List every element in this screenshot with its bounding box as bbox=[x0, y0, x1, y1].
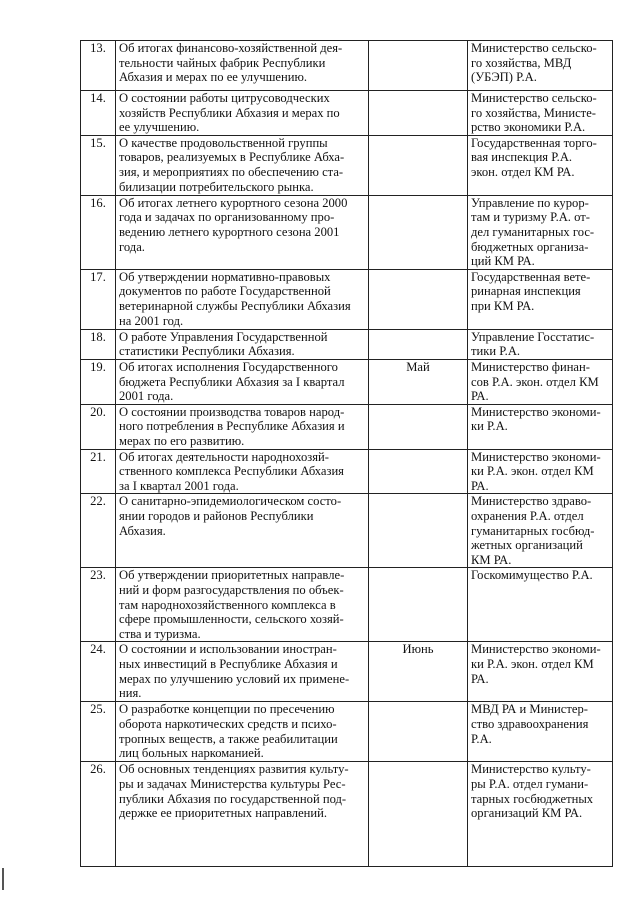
table-row bbox=[81, 762, 613, 867]
row-term bbox=[369, 702, 468, 762]
row-responsible: Министерство здраво- охранения Р.А. отдел гуманитарных госбюд- жетных организаций КМ РА. bbox=[468, 494, 613, 568]
row-term: Июнь bbox=[369, 642, 468, 702]
row-term: Май bbox=[369, 359, 468, 404]
row-subject: О качестве продовольственной группы товаров, реализуемых в Республике Абха- зия, и мероприятиях по обеспечению ста- билизации потребительского рынка. bbox=[116, 135, 369, 195]
row-term bbox=[369, 41, 468, 91]
table-row bbox=[81, 404, 613, 449]
row-term bbox=[369, 269, 468, 329]
row-number: 13. bbox=[81, 41, 116, 91]
table-row bbox=[81, 568, 613, 642]
row-number: 14. bbox=[81, 91, 116, 136]
row-responsible: Министерство экономи- ки Р.А. bbox=[468, 404, 613, 449]
row-subject: Об утверждении нормативно-правовых документов по работе Государственной ветеринарной службы Республики Абхазия на 2001 год. bbox=[116, 269, 369, 329]
row-subject: О разработке концепции по пресечению оборота наркотических средств и психо- тропных веществ, а также реабилитации лиц больных наркоманией. bbox=[116, 702, 369, 762]
row-number: 26. bbox=[81, 762, 116, 867]
row-responsible: Госкомимущество Р.А. bbox=[468, 568, 613, 642]
row-subject: О санитарно-эпидемиологическом состо- янии городов и районов Республики Абхазия. bbox=[116, 494, 369, 568]
row-subject: О состоянии работы цитрусоводческих хозяйств Республики Абхазия и мерах по ее улучшению. bbox=[116, 91, 369, 136]
table-row bbox=[81, 494, 613, 568]
row-term bbox=[369, 449, 468, 494]
row-responsible: Министерство экономи- ки Р.А. экон. отдел КМ РА. bbox=[468, 449, 613, 494]
row-term bbox=[369, 329, 468, 359]
row-subject: О работе Управления Государственной статистики Республики Абхазия. bbox=[116, 329, 369, 359]
table-row bbox=[81, 702, 613, 762]
row-responsible: Управление по курор- там и туризму Р.А. от- дел гуманитарных гос- бюджетных организа- ций КМ РА. bbox=[468, 195, 613, 269]
row-responsible: Государственная торго- вая инспекция Р.А. экон. отдел КМ РА. bbox=[468, 135, 613, 195]
page-edge-mark bbox=[2, 868, 4, 890]
row-term bbox=[369, 494, 468, 568]
row-subject: Об основных тенденциях развития культу- ры и задачах Министерства культуры Рес- публики Абхазия по государственной под- держке ее приоритетных направлений. bbox=[116, 762, 369, 867]
row-number: 21. bbox=[81, 449, 116, 494]
row-term bbox=[369, 404, 468, 449]
row-subject: О состоянии и использовании иностран- ных инвестиций в Республике Абхазия и мерах по улучшению условий их примене- ния. bbox=[116, 642, 369, 702]
row-subject: Об итогах летнего курортного сезона 2000 года и задачах по организованному про- ведению летнего курортного сезона 2001 года. bbox=[116, 195, 369, 269]
row-term bbox=[369, 568, 468, 642]
row-number: 23. bbox=[81, 568, 116, 642]
row-subject: Об утверждении приоритетных направле- ний и форм разгосударствления по объек- там народнохозяйственного комплекса в сфере промышленности, сельского хозяй- ства и туризма. bbox=[116, 568, 369, 642]
row-number: 16. bbox=[81, 195, 116, 269]
row-number: 25. bbox=[81, 702, 116, 762]
table-row bbox=[81, 642, 613, 702]
row-responsible: Министерство сельско- го хозяйства, МВД (УБЭП) Р.А. bbox=[468, 41, 613, 91]
row-term bbox=[369, 195, 468, 269]
row-term bbox=[369, 762, 468, 867]
table-row bbox=[81, 359, 613, 404]
table-row bbox=[81, 135, 613, 195]
plan-table bbox=[80, 40, 613, 867]
row-subject: Об итогах исполнения Государственного бюджета Республики Абхазия за I квартал 2001 года. bbox=[116, 359, 369, 404]
table-row bbox=[81, 449, 613, 494]
row-number: 22. bbox=[81, 494, 116, 568]
row-responsible: МВД РА и Министер- ство здравоохранения Р.А. bbox=[468, 702, 613, 762]
row-subject: Об итогах деятельности народнохозяй- ственного комплекса Республики Абхазия за I квартал 2001 года. bbox=[116, 449, 369, 494]
row-responsible: Министерство культу- ры Р.А. отдел гумани- тарных госбюджетных организаций КМ РА. bbox=[468, 762, 613, 867]
table-row bbox=[81, 91, 613, 136]
row-number: 24. bbox=[81, 642, 116, 702]
row-number: 18. bbox=[81, 329, 116, 359]
row-responsible: Министерство финан- сов Р.А. экон. отдел КМ РА. bbox=[468, 359, 613, 404]
row-number: 17. bbox=[81, 269, 116, 329]
row-term bbox=[369, 135, 468, 195]
table-row bbox=[81, 329, 613, 359]
row-responsible: Управление Госстатис- тики Р.А. bbox=[468, 329, 613, 359]
row-responsible: Министерство экономи- ки Р.А. экон. отдел КМ РА. bbox=[468, 642, 613, 702]
plan-table-body bbox=[81, 41, 613, 867]
row-subject: О состоянии производства товаров народ- ного потребления в Республике Абхазия и мерах по его развитию. bbox=[116, 404, 369, 449]
row-subject: Об итогах финансово-хозяйственной дея- тельности чайных фабрик Республики Абхазия и мерах по ее улучшению. bbox=[116, 41, 369, 91]
row-number: 19. bbox=[81, 359, 116, 404]
row-responsible: Государственная вете- ринарная инспекция при КМ РА. bbox=[468, 269, 613, 329]
row-term bbox=[369, 91, 468, 136]
table-row bbox=[81, 195, 613, 269]
table-row bbox=[81, 269, 613, 329]
row-number: 15. bbox=[81, 135, 116, 195]
table-row bbox=[81, 41, 613, 91]
row-responsible: Министерство сельско- го хозяйства, Министе- рство экономики Р.А. bbox=[468, 91, 613, 136]
row-number: 20. bbox=[81, 404, 116, 449]
